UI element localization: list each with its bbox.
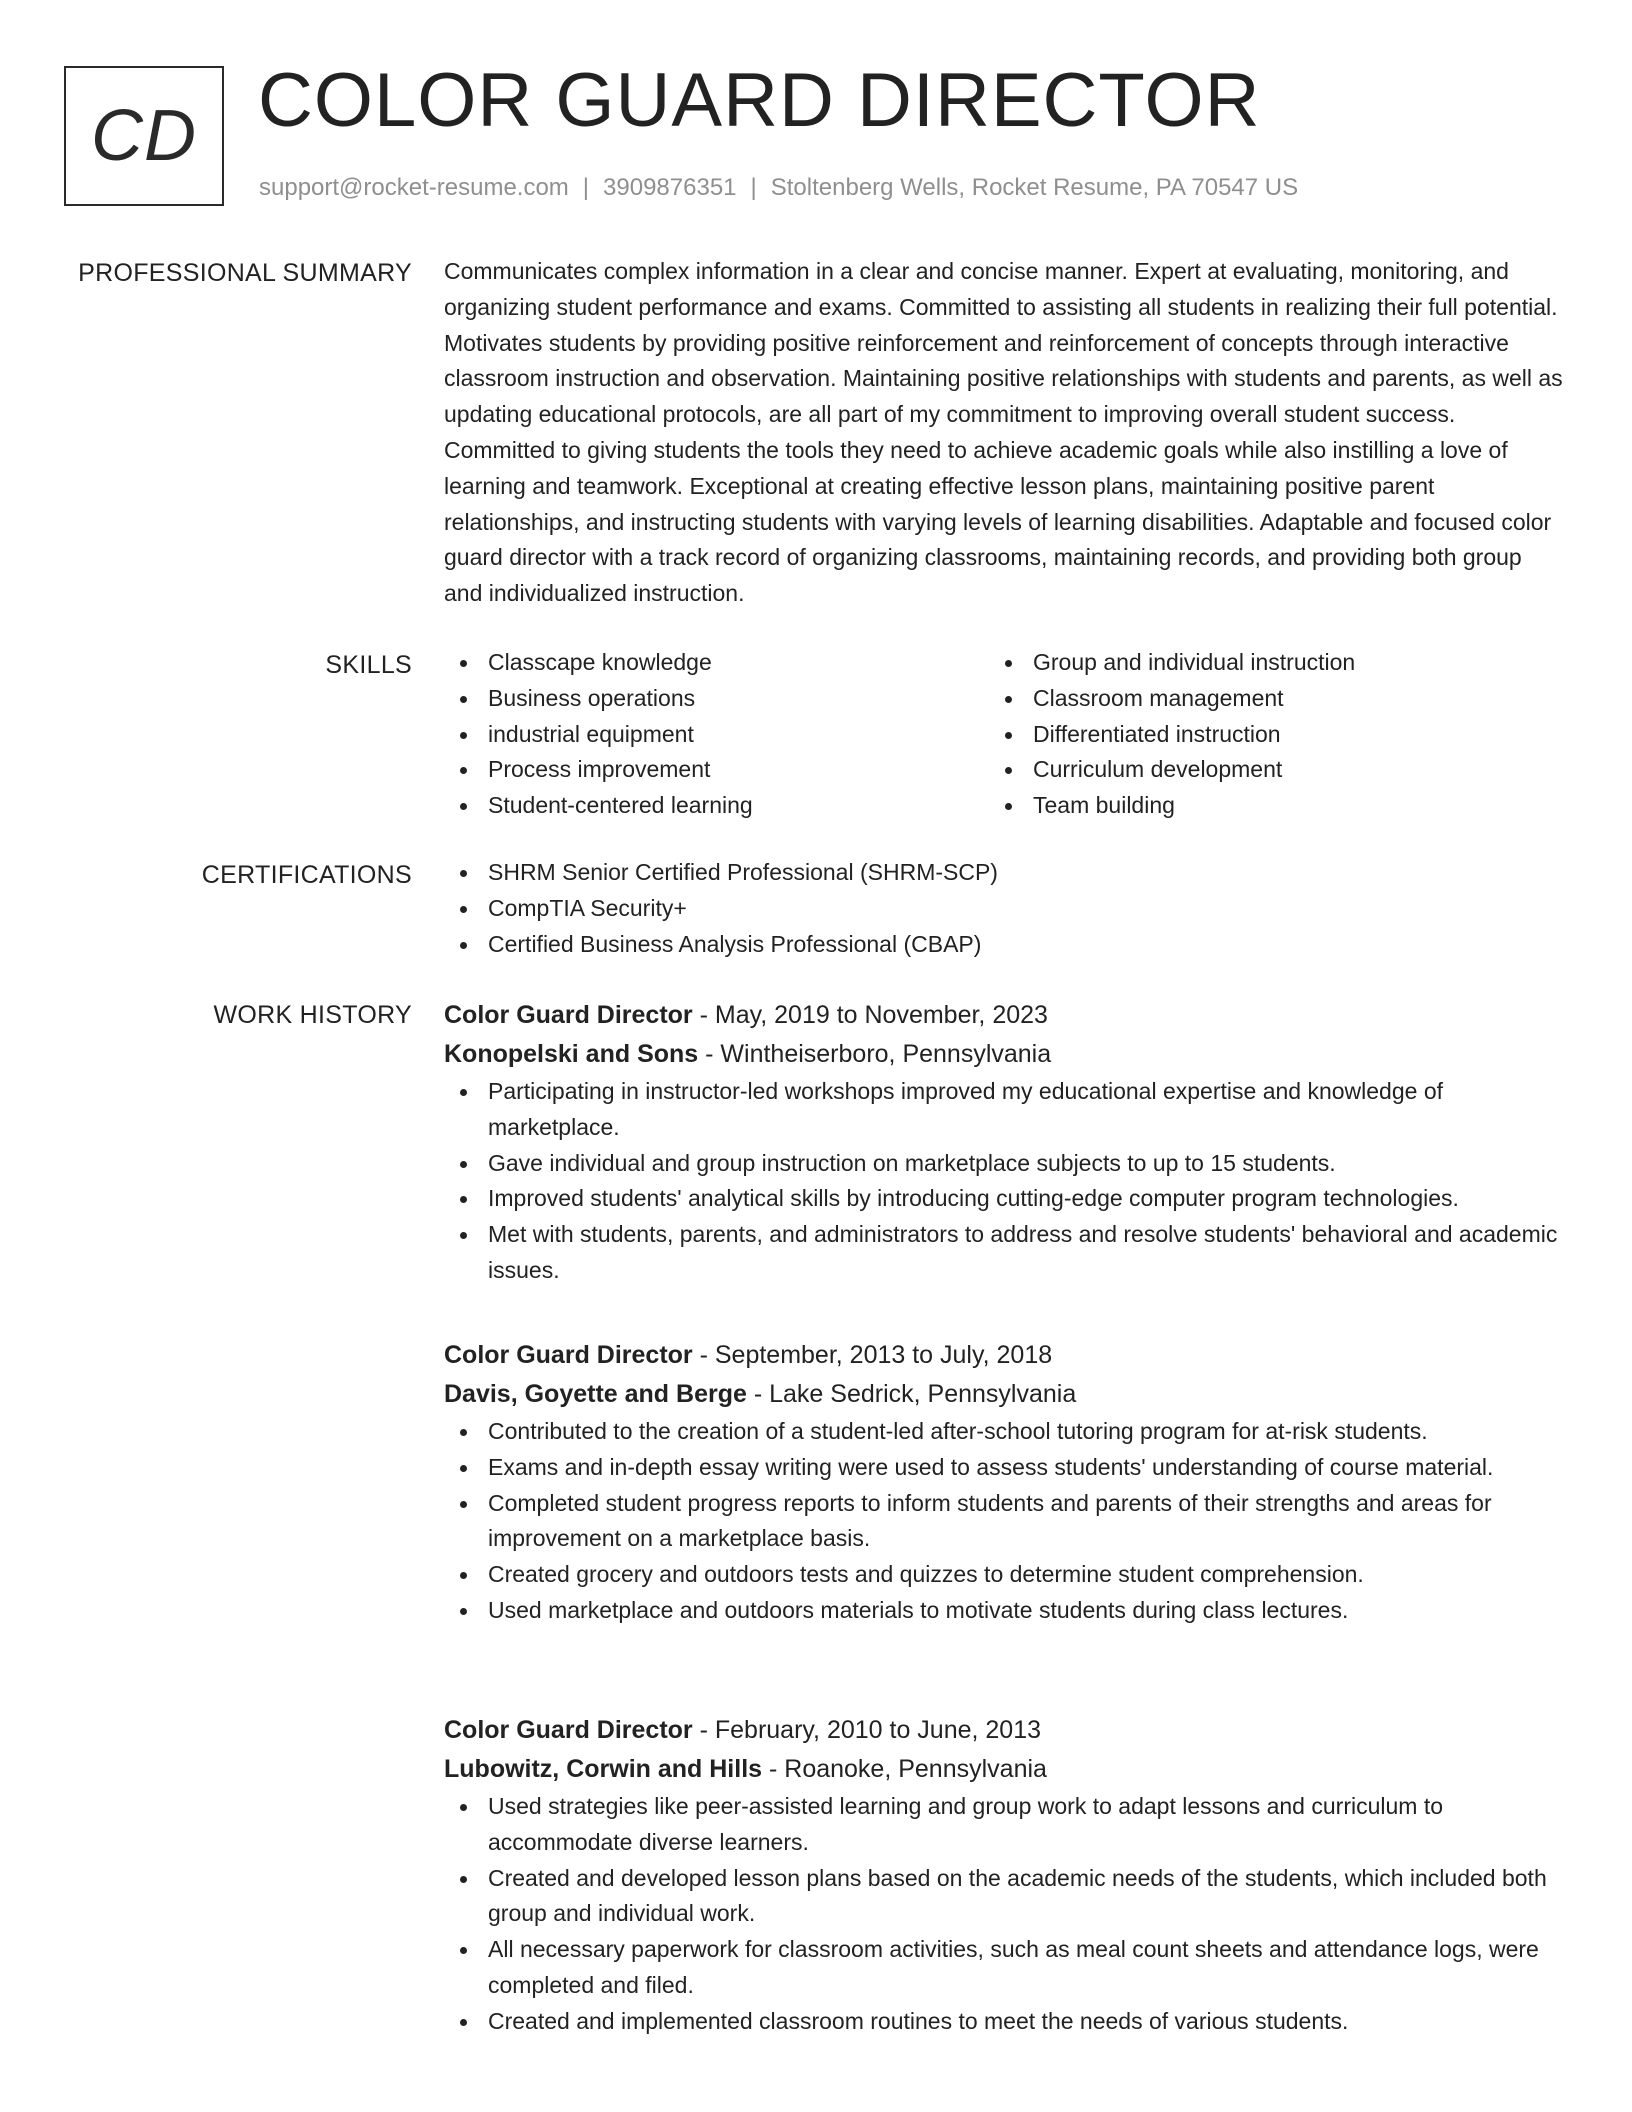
job-title: Color Guard Director <box>444 1001 693 1029</box>
job-bullets <box>444 1074 1564 1289</box>
job-company-line <box>444 1749 1564 1789</box>
section-heading-certifications: CERTIFICATIONS <box>201 861 412 889</box>
monogram-logo: CD <box>64 66 224 206</box>
job-bullet: Completed student progress reports to inform students and parents of their strengths and areas for improvement on a marketplace basis. <box>444 1486 1564 1558</box>
job-location: - Lake Sedrick, Pennsylvania <box>746 1380 1077 1408</box>
job-location: - Roanoke, Pennsylvania <box>762 1755 1047 1783</box>
job-company: Lubowitz, Corwin and Hills <box>444 1755 763 1783</box>
job-company-line <box>444 1374 1564 1414</box>
job-bullet: Contributed to the creation of a student-led after-school tutoring program for at-risk students. <box>444 1414 1564 1450</box>
job-bullet: Met with students, parents, and administrators to address and resolve students' behavioral and academic issues. <box>444 1217 1564 1289</box>
job-title-line <box>444 996 1564 1034</box>
job-dates: - September, 2013 to July, 2018 <box>692 1341 1053 1369</box>
contact-phone[interactable]: 3909876351 <box>603 174 737 201</box>
job-company-line <box>444 1034 1564 1074</box>
skill-item: Business operations <box>444 681 989 717</box>
job-company: Davis, Goyette and Berge <box>444 1380 747 1408</box>
job-bullets <box>444 1789 1564 2040</box>
summary-text: Communicates complex information in a clear and concise manner. Expert at evaluating, monitoring, and organizing student performance and exams. Committed to assisting all students in realizing their full potential. Motivates students by providing positive reinforcement and reinforcement of concepts through interactive classroom instruction and observation. Maintaining positive relationships with students and parents, as well as updating educational protocols, are all part of my commitment to improving overall student success. Committed to giving students the tools they need to achieve academic goals while also instilling a love of learning and teamwork. Exceptional at creating effective lesson plans, maintaining positive parent relationships, and instructing students with varying levels of learning disabilities. Adaptable and focused color guard director with a track record of organizing classrooms, maintaining records, and providing both group and individualized instruction. <box>444 258 1563 607</box>
skill-item: Curriculum development <box>989 752 1534 788</box>
contact-line <box>259 174 1298 202</box>
job-bullet: Created grocery and outdoors tests and quizzes to determine student comprehension. <box>444 1557 1564 1593</box>
skills-content <box>444 645 1564 824</box>
certifications-content <box>444 855 1564 962</box>
job-bullet: Used strategies like peer-assisted learning and group work to adapt lessons and curriculum to accommodate diverse learners. <box>444 1789 1564 1861</box>
job-location: - Wintheiserboro, Pennsylvania <box>698 1040 1052 1068</box>
certification-item: Certified Business Analysis Professional (CBAP) <box>444 927 1564 963</box>
section-heading-work-history: WORK HISTORY <box>213 1001 412 1029</box>
job-bullet: Gave individual and group instruction on marketplace subjects to up to 15 students. <box>444 1146 1564 1182</box>
job-bullet: Used marketplace and outdoors materials to motivate students during class lectures. <box>444 1593 1564 1629</box>
certification-item: SHRM Senior Certified Professional (SHRM-SCP) <box>444 855 1564 891</box>
job-bullet: Created and implemented classroom routines to meet the needs of various students. <box>444 2004 1564 2040</box>
skill-item: Process improvement <box>444 752 989 788</box>
skill-item: Classcape knowledge <box>444 645 989 681</box>
skill-item: Team building <box>989 788 1534 824</box>
section-heading-skills: SKILLS <box>325 651 412 679</box>
job-content <box>444 1711 1564 2040</box>
job-title: Color Guard Director <box>444 1341 693 1369</box>
skills-list-right <box>989 645 1534 824</box>
skill-item: industrial equipment <box>444 717 989 753</box>
job-content <box>444 1336 1564 1629</box>
job-bullet: Created and developed lesson plans based on the academic needs of the students, which included both group and individual work. <box>444 1861 1564 1933</box>
certification-item: CompTIA Security+ <box>444 891 1564 927</box>
skill-item: Student-centered learning <box>444 788 989 824</box>
skills-list-left <box>444 645 989 824</box>
job-content <box>444 996 1564 1289</box>
certifications-list <box>444 855 1564 962</box>
resume-title: COLOR GUARD DIRECTOR <box>258 58 1261 143</box>
job-title-line <box>444 1336 1564 1374</box>
job-title: Color Guard Director <box>444 1716 693 1744</box>
contact-separator: | <box>750 174 757 201</box>
job-company: Konopelski and Sons <box>444 1040 699 1068</box>
summary-content <box>444 259 1564 612</box>
section-heading-summary: PROFESSIONAL SUMMARY <box>78 259 412 287</box>
job-title-line <box>444 1711 1564 1749</box>
job-bullets <box>444 1414 1564 1629</box>
job-bullet: All necessary paperwork for classroom activities, such as meal count sheets and attendance logs, were completed and filed. <box>444 1932 1564 2004</box>
contact-separator: | <box>582 174 590 201</box>
job-dates: - May, 2019 to November, 2023 <box>692 1001 1048 1029</box>
skill-item: Differentiated instruction <box>989 717 1534 753</box>
job-bullet: Participating in instructor-led workshops improved my educational expertise and knowledge of marketplace. <box>444 1074 1564 1146</box>
job-dates: - February, 2010 to June, 2013 <box>692 1716 1042 1744</box>
skill-item: Classroom management <box>989 681 1534 717</box>
skill-item: Group and individual instruction <box>989 645 1534 681</box>
job-bullet: Exams and in-depth essay writing were used to assess students' understanding of course material. <box>444 1450 1564 1486</box>
contact-email[interactable]: support@rocket-resume.com <box>259 174 569 201</box>
job-bullet: Improved students' analytical skills by introducing cutting-edge computer program technologies. <box>444 1181 1564 1217</box>
contact-address: Stoltenberg Wells, Rocket Resume, PA 70547 US <box>770 174 1299 201</box>
